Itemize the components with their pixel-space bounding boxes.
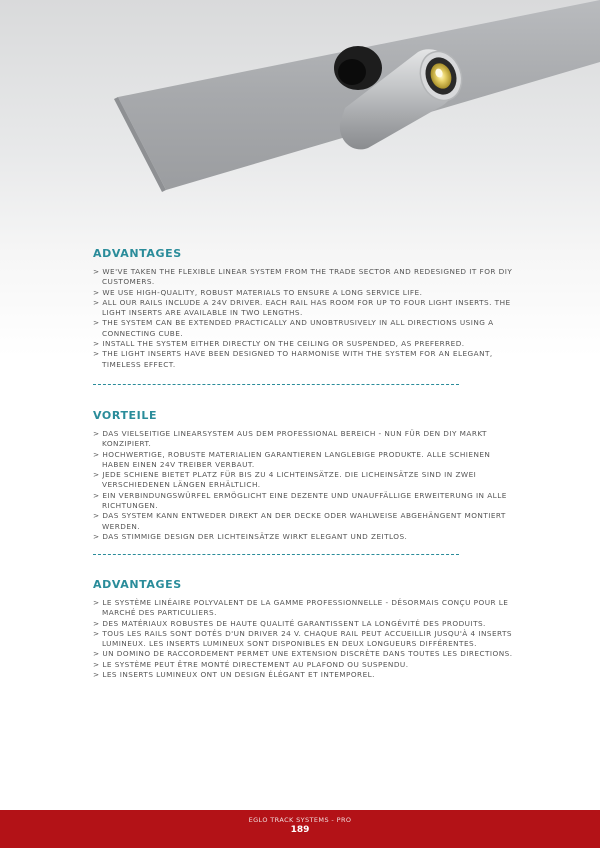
page-footer (0, 810, 600, 848)
list-item: > EIN VERBINDUNGSWÜRFEL ERMÖGLICHT EINE DEZENTE UND UNAUFFÄLLIGE ERWEITERUNG IN ALLE RICHTUNGEN. (93, 491, 513, 512)
track-spotlight-icon (0, 0, 600, 230)
section-divider (93, 384, 459, 385)
list-item: > THE LIGHT INSERTS HAVE BEEN DESIGNED TO HARMONISE WITH THE SYSTEM FOR AN ELEGANT, TIMELESS EFFECT. (93, 349, 513, 370)
section-title: VORTEILE (93, 409, 158, 422)
list-item: > DES MATÉRIAUX ROBUSTES DE HAUTE QUALITÉ GARANTISSENT LA LONGÉVITÉ DES PRODUITS. (93, 619, 513, 629)
list-item: > UN DOMINO DE RACCORDEMENT PERMET UNE EXTENSION DISCRÈTE DANS TOUTES LES DIRECTIONS. (93, 649, 513, 659)
list-item: > WE USE HIGH-QUALITY, ROBUST MATERIALS TO ENSURE A LONG SERVICE LIFE. (93, 288, 513, 298)
list-item: > ALL OUR RAILS INCLUDE A 24V DRIVER. EACH RAIL HAS ROOM FOR UP TO FOUR LIGHT INSERTS. THE LIGHT INSERTS ARE AVAILABLE IN TWO LENGTHS. (93, 298, 513, 319)
advantages-list (93, 267, 513, 370)
list-item: > DAS STIMMIGE DESIGN DER LICHTEINSÄTZE WIRKT ELEGANT UND ZEITLOS. (93, 532, 513, 542)
page-number: 189 (290, 825, 310, 835)
list-item: > LES INSERTS LUMINEUX ONT UN DESIGN ÉLÉGANT ET INTEMPOREL. (93, 670, 513, 680)
list-item: > LE SYSTÈME LINÉAIRE POLYVALENT DE LA GAMME PROFESSIONNELLE - DÉSORMAIS CONÇU POUR LE MARCHÉ DES PARTICULIERS. (93, 598, 513, 619)
section-vorteile-de (93, 409, 513, 542)
list-item: > INSTALL THE SYSTEM EITHER DIRECTLY ON THE CEILING OR SUSPENDED, AS PREFERRED. (93, 339, 513, 349)
section-title: ADVANTAGES (93, 578, 182, 591)
list-item: > THE SYSTEM CAN BE EXTENDED PRACTICALLY AND UNOBTRUSIVELY IN ALL DIRECTIONS USING A CONNECTING CUBE. (93, 318, 513, 339)
list-item: > HOCHWERTIGE, ROBUSTE MATERIALIEN GARANTIEREN LANGLEBIGE PRODUKTE. ALLE SCHIENEN HABEN EINEN 24V TREIBER VERBAUT. (93, 450, 513, 471)
list-item: > WE'VE TAKEN THE FLEXIBLE LINEAR SYSTEM FROM THE TRADE SECTOR AND REDESIGNED IT FOR DIY CUSTOMERS. (93, 267, 513, 288)
section-advantages-en (93, 247, 513, 370)
list-item: > JEDE SCHIENE BIETET PLATZ FÜR BIS ZU 4 LICHTEINSÄTZE. DIE LICHEINSÄTZE SIND IN ZWEI VERSCHIEDENEN LÄNGEN ERHÄLTLICH. (93, 470, 513, 491)
list-item: > LE SYSTÈME PEUT ÊTRE MONTÉ DIRECTEMENT AU PLAFOND OU SUSPENDU. (93, 660, 513, 670)
avantages-list (93, 598, 513, 680)
list-item: > DAS VIELSEITIGE LINEARSYSTEM AUS DEM PROFESSIONAL BEREICH - NUN FÜR DEN DIY MARKT KONZIPIERT. (93, 429, 513, 450)
footer-title: EGLO TRACK SYSTEMS - PRO (248, 816, 352, 824)
vorteile-list (93, 429, 513, 542)
section-divider (93, 554, 459, 555)
section-title: ADVANTAGES (93, 247, 182, 260)
list-item: > TOUS LES RAILS SONT DOTÉS D'UN DRIVER 24 V. CHAQUE RAIL PEUT ACCUEILLIR JUSQU'À 4 INSERTS LUMINEUX. LES INSERTS LUMINEUX SONT DISPONIBLES EN DEUX LONGUEURS DIFFÉRENTES. (93, 629, 513, 650)
list-item: > DAS SYSTEM KANN ENTWEDER DIREKT AN DER DECKE ODER WAHLWEISE ABGEHÄNGENT MONTIERT WERDEN. (93, 511, 513, 532)
section-advantages-fr (93, 578, 513, 680)
